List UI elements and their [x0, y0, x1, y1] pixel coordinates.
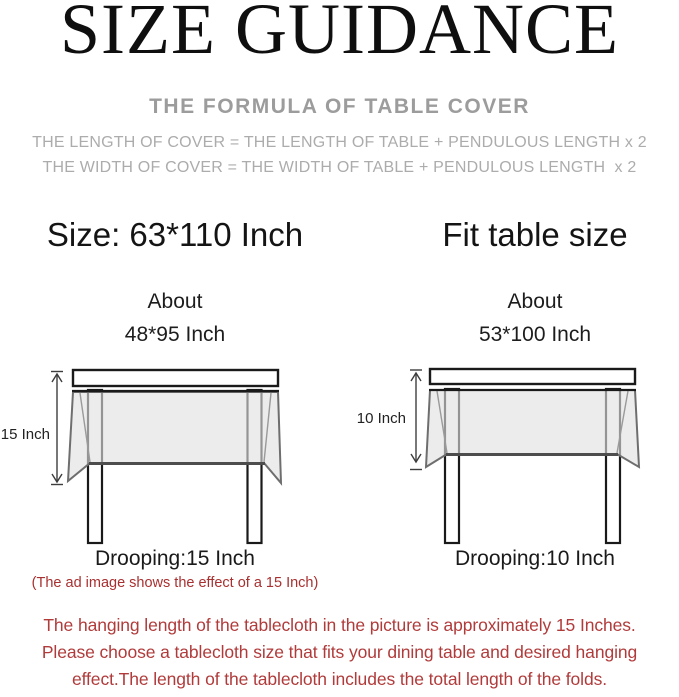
right-drop-height-label: 10 Inch: [356, 410, 406, 427]
left-table-size: 48*95 Inch: [124, 323, 226, 346]
drop-height-arrow: [51, 372, 63, 485]
tablecloth: [426, 390, 639, 467]
ad-image-note: (The ad image shows the effect of a 15 Inch): [31, 575, 319, 591]
footer-line: Please choose a tablecloth size that fits your dining table and desired hanging: [41, 642, 638, 663]
formula-heading: THE FORMULA OF TABLE COVER: [149, 95, 530, 118]
right-table-size: 53*100 Inch: [478, 323, 592, 346]
right-column-heading: Fit table size: [442, 216, 628, 253]
formula-line-length: THE LENGTH OF COVER = THE LENGTH OF TABLE + PENDULOUS LENGTH x 2: [32, 134, 647, 151]
table-diagram-10-inch-drop: [340, 355, 679, 555]
page-title: SIZE GUIDANCE: [60, 0, 619, 69]
footer-disclaimer: [0, 612, 679, 694]
left-column-heading: Size: 63*110 Inch: [46, 216, 304, 253]
left-drop-height-label: 15 Inch: [0, 426, 50, 443]
drop-height-arrow: [410, 370, 422, 470]
formula-line-width: THE WIDTH OF COVER = THE WIDTH OF TABLE + PENDULOUS LENGTH x 2: [42, 159, 637, 176]
footer-line: The hanging length of the tablecloth in the picture is approximately 15 Inches.: [43, 615, 636, 635]
left-drooping-label: Drooping:15 Inch: [95, 547, 255, 570]
right-about-label: About: [507, 290, 563, 313]
table-diagram-15-inch-drop: [0, 360, 310, 560]
tabletop: [429, 369, 636, 390]
footer-line: effect.The length of the tablecloth includes the total length of the folds.: [71, 669, 608, 690]
tabletop: [72, 370, 279, 391]
left-about-label: About: [147, 290, 203, 313]
right-drooping-label: Drooping:10 Inch: [455, 547, 615, 570]
